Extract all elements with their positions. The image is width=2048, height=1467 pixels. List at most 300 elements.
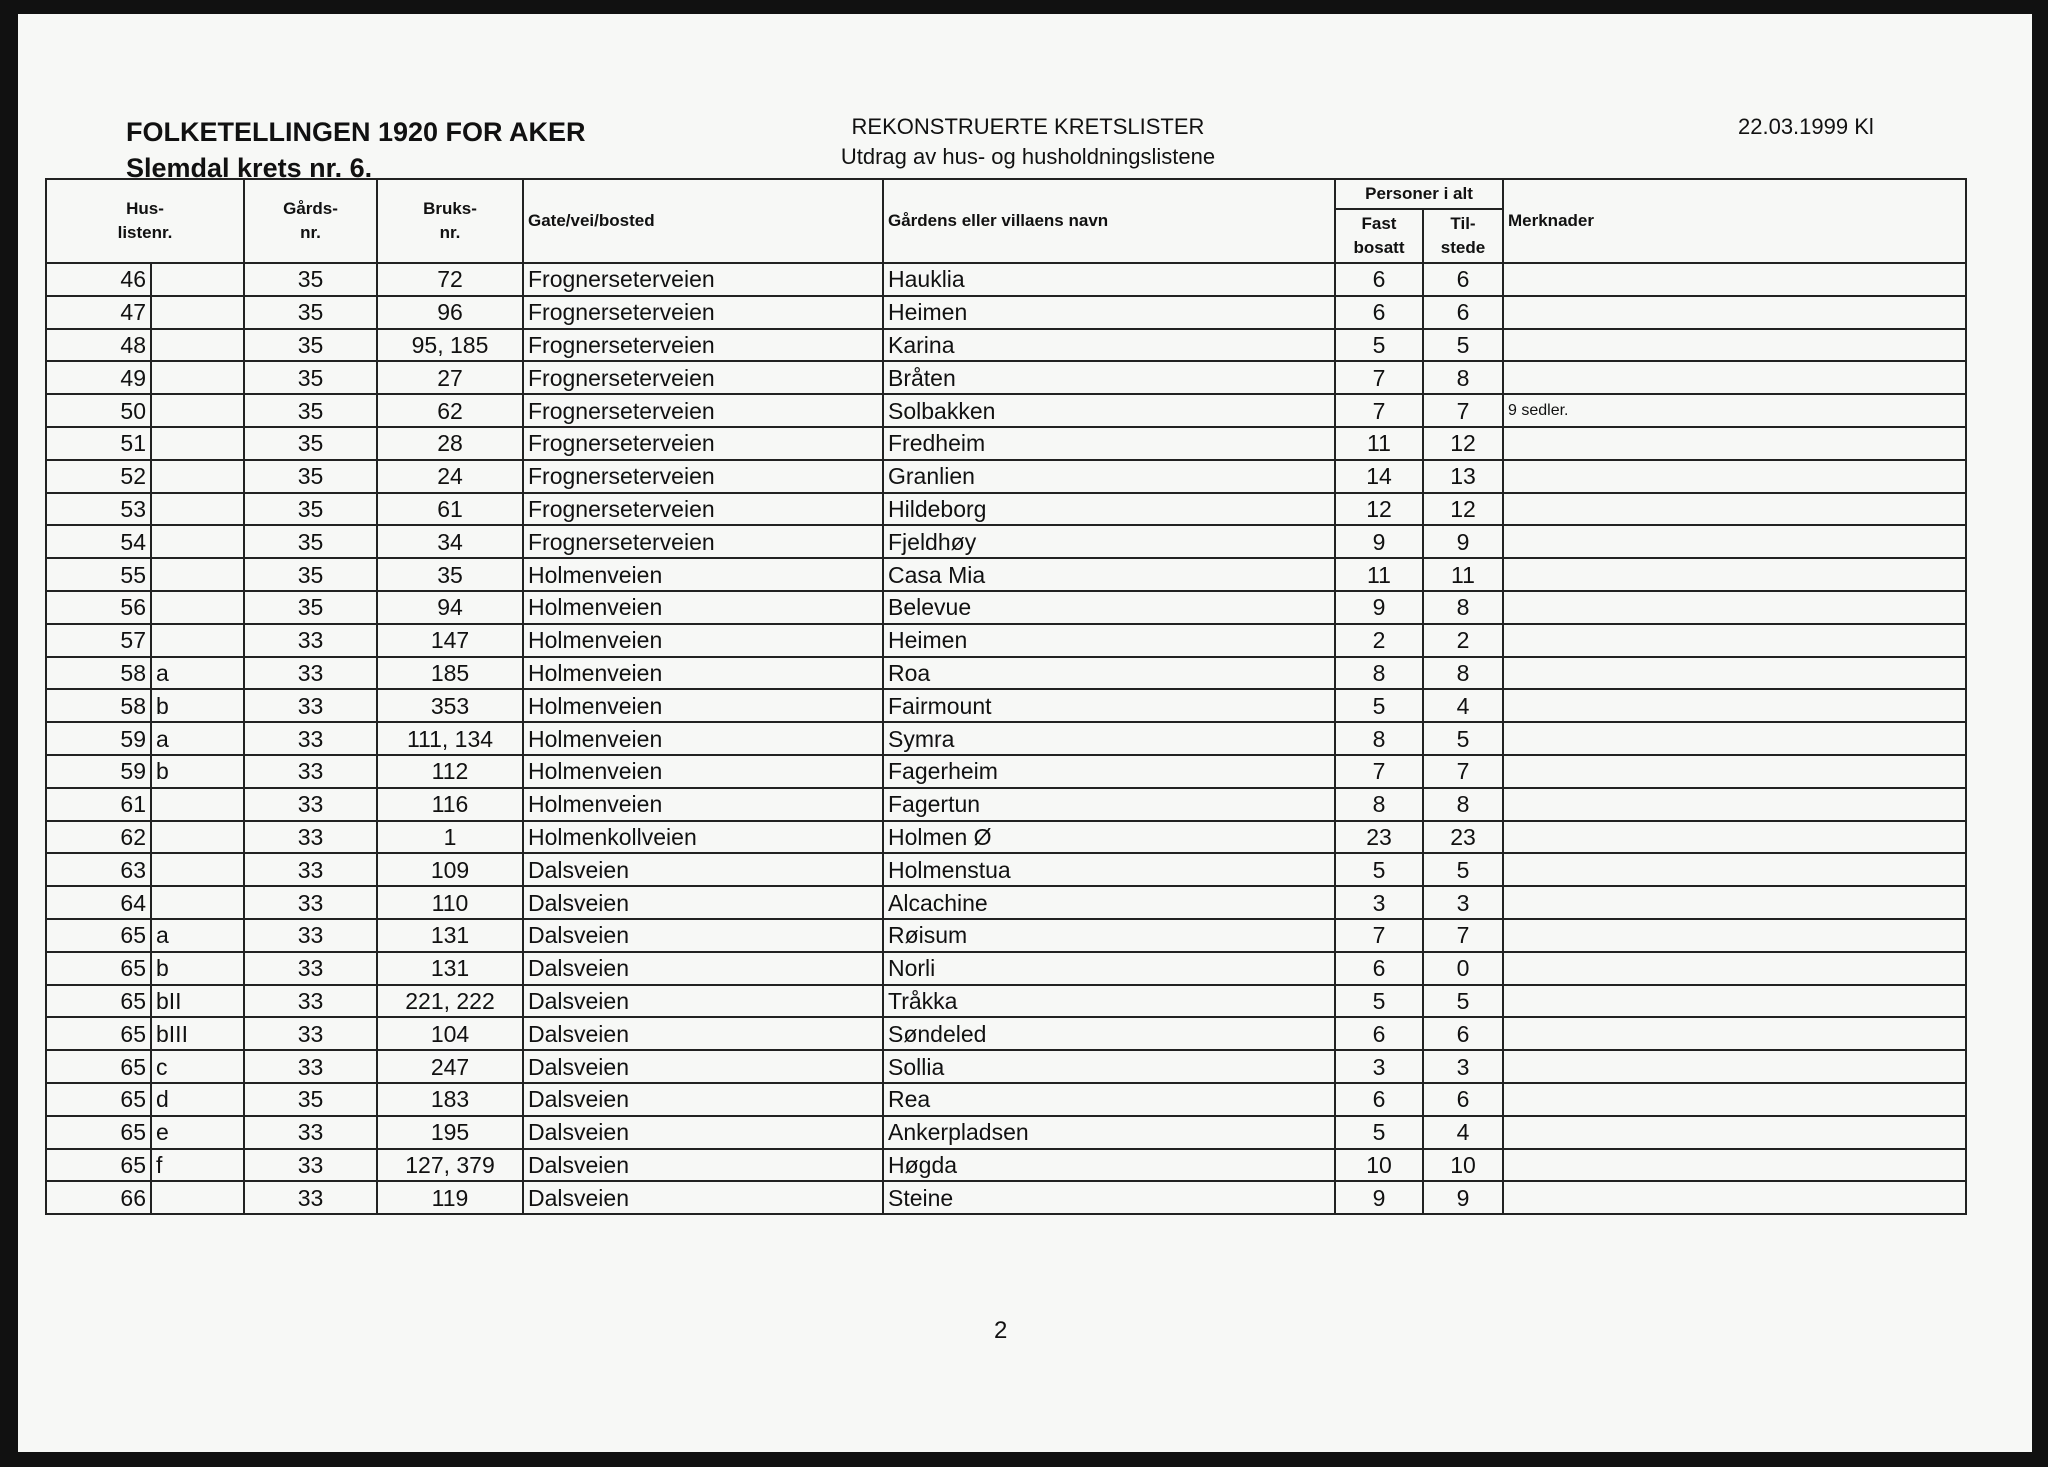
cell-til-stede: 12	[1423, 493, 1503, 526]
cell-hus-suffix: bII	[151, 985, 244, 1018]
cell-bruks-nr: 127, 379	[377, 1149, 523, 1182]
cell-til-stede: 9	[1423, 525, 1503, 558]
cell-gards-nr: 33	[244, 689, 377, 722]
cell-merknader	[1503, 427, 1966, 460]
cell-navn: Røisum	[883, 919, 1335, 952]
cell-fast-bosatt: 7	[1335, 394, 1423, 427]
cell-bruks-nr: 1	[377, 821, 523, 854]
col-bruks-line-1: Bruks-	[423, 199, 477, 218]
cell-gate: Frognerseterveien	[523, 329, 883, 362]
cell-navn: Søndeled	[883, 1017, 1335, 1050]
cell-fast-bosatt: 5	[1335, 985, 1423, 1018]
cell-merknader	[1503, 657, 1966, 690]
document-title	[126, 114, 586, 186]
cell-fast-bosatt: 5	[1335, 1116, 1423, 1149]
cell-gards-nr: 33	[244, 1181, 377, 1214]
cell-bruks-nr: 95, 185	[377, 329, 523, 362]
cell-bruks-nr: 195	[377, 1116, 523, 1149]
cell-merknader	[1503, 591, 1966, 624]
cell-hus-suffix	[151, 263, 244, 296]
cell-hus-nr: 56	[46, 591, 151, 624]
cell-merknader	[1503, 296, 1966, 329]
cell-til-stede: 4	[1423, 689, 1503, 722]
cell-til-stede: 5	[1423, 985, 1503, 1018]
cell-hus-suffix: a	[151, 657, 244, 690]
cell-navn: Alcachine	[883, 886, 1335, 919]
cell-merknader	[1503, 821, 1966, 854]
table-row	[46, 296, 1966, 329]
cell-hus-suffix	[151, 886, 244, 919]
cell-fast-bosatt: 9	[1335, 525, 1423, 558]
cell-hus-suffix	[151, 788, 244, 821]
cell-hus-nr: 49	[46, 361, 151, 394]
table-row	[46, 1083, 1966, 1116]
cell-bruks-nr: 131	[377, 919, 523, 952]
cell-til-stede: 6	[1423, 1017, 1503, 1050]
cell-hus-nr: 52	[46, 460, 151, 493]
cell-hus-nr: 65	[46, 1149, 151, 1182]
cell-fast-bosatt: 7	[1335, 361, 1423, 394]
cell-til-stede: 5	[1423, 329, 1503, 362]
cell-til-stede: 8	[1423, 591, 1503, 624]
cell-gards-nr: 33	[244, 952, 377, 985]
cell-fast-bosatt: 6	[1335, 952, 1423, 985]
cell-hus-suffix	[151, 591, 244, 624]
cell-gards-nr: 33	[244, 657, 377, 690]
cell-bruks-nr: 24	[377, 460, 523, 493]
cell-gate: Frognerseterveien	[523, 394, 883, 427]
cell-fast-bosatt: 11	[1335, 558, 1423, 591]
cell-til-stede: 5	[1423, 722, 1503, 755]
cell-bruks-nr: 109	[377, 853, 523, 886]
cell-navn: Tråkka	[883, 985, 1335, 1018]
cell-fast-bosatt: 6	[1335, 263, 1423, 296]
cell-fast-bosatt: 7	[1335, 755, 1423, 788]
cell-bruks-nr: 62	[377, 394, 523, 427]
cell-hus-suffix: b	[151, 689, 244, 722]
cell-hus-nr: 53	[46, 493, 151, 526]
col-header-hus	[46, 179, 244, 263]
cell-hus-suffix	[151, 1181, 244, 1214]
cell-gate: Dalsveien	[523, 1149, 883, 1182]
cell-gate: Holmenveien	[523, 624, 883, 657]
table-row	[46, 919, 1966, 952]
cell-merknader	[1503, 788, 1966, 821]
cell-til-stede: 11	[1423, 558, 1503, 591]
cell-bruks-nr: 96	[377, 296, 523, 329]
cell-fast-bosatt: 8	[1335, 722, 1423, 755]
cell-fast-bosatt: 3	[1335, 1050, 1423, 1083]
cell-hus-suffix	[151, 361, 244, 394]
title-line-2: Slemdal krets nr. 6.	[126, 153, 373, 183]
cell-gards-nr: 35	[244, 1083, 377, 1116]
cell-bruks-nr: 28	[377, 427, 523, 460]
cell-merknader	[1503, 1149, 1966, 1182]
cell-gards-nr: 35	[244, 263, 377, 296]
cell-gate: Dalsveien	[523, 952, 883, 985]
cell-merknader	[1503, 263, 1966, 296]
cell-hus-nr: 63	[46, 853, 151, 886]
cell-merknader	[1503, 722, 1966, 755]
cell-gards-nr: 35	[244, 591, 377, 624]
cell-gate: Dalsveien	[523, 1017, 883, 1050]
cell-hus-nr: 58	[46, 689, 151, 722]
cell-merknader	[1503, 1181, 1966, 1214]
cell-hus-suffix	[151, 296, 244, 329]
cell-gate: Frognerseterveien	[523, 296, 883, 329]
cell-hus-nr: 46	[46, 263, 151, 296]
col-header-fast	[1335, 209, 1423, 263]
cell-til-stede: 2	[1423, 624, 1503, 657]
cell-gards-nr: 33	[244, 755, 377, 788]
cell-navn: Fagertun	[883, 788, 1335, 821]
cell-gate: Frognerseterveien	[523, 493, 883, 526]
cell-hus-suffix: b	[151, 755, 244, 788]
cell-gards-nr: 33	[244, 624, 377, 657]
cell-hus-suffix: a	[151, 722, 244, 755]
cell-gate: Dalsveien	[523, 886, 883, 919]
cell-hus-nr: 66	[46, 1181, 151, 1214]
cell-gards-nr: 35	[244, 493, 377, 526]
cell-fast-bosatt: 5	[1335, 329, 1423, 362]
cell-gate: Dalsveien	[523, 985, 883, 1018]
cell-hus-suffix	[151, 427, 244, 460]
cell-hus-nr: 64	[46, 886, 151, 919]
cell-bruks-nr: 110	[377, 886, 523, 919]
cell-gards-nr: 33	[244, 722, 377, 755]
cell-navn: Holmen Ø	[883, 821, 1335, 854]
census-table	[45, 178, 1967, 1215]
cell-til-stede: 3	[1423, 886, 1503, 919]
cell-gate: Holmenveien	[523, 722, 883, 755]
cell-merknader	[1503, 755, 1966, 788]
cell-til-stede: 4	[1423, 1116, 1503, 1149]
table-row	[46, 952, 1966, 985]
table-row	[46, 886, 1966, 919]
table-row	[46, 427, 1966, 460]
cell-til-stede: 12	[1423, 427, 1503, 460]
cell-navn: Bråten	[883, 361, 1335, 394]
cell-hus-nr: 61	[46, 788, 151, 821]
table-row	[46, 558, 1966, 591]
table-row	[46, 853, 1966, 886]
cell-gards-nr: 35	[244, 329, 377, 362]
cell-hus-suffix	[151, 525, 244, 558]
cell-til-stede: 5	[1423, 853, 1503, 886]
col-header-navn: Gårdens eller villaens navn	[883, 179, 1335, 263]
cell-fast-bosatt: 8	[1335, 657, 1423, 690]
cell-navn: Heimen	[883, 624, 1335, 657]
cell-navn: Fagerheim	[883, 755, 1335, 788]
cell-hus-nr: 65	[46, 985, 151, 1018]
col-fast-line-2: bosatt	[1353, 238, 1405, 257]
cell-til-stede: 0	[1423, 952, 1503, 985]
cell-gate: Dalsveien	[523, 1083, 883, 1116]
cell-hus-suffix	[151, 821, 244, 854]
cell-merknader	[1503, 558, 1966, 591]
cell-merknader	[1503, 1017, 1966, 1050]
cell-gards-nr: 33	[244, 1116, 377, 1149]
cell-til-stede: 3	[1423, 1050, 1503, 1083]
col-fast-line-1: Fast	[1361, 214, 1397, 233]
cell-bruks-nr: 35	[377, 558, 523, 591]
cell-navn: Holmenstua	[883, 853, 1335, 886]
cell-hus-nr: 50	[46, 394, 151, 427]
cell-fast-bosatt: 11	[1335, 427, 1423, 460]
cell-hus-suffix	[151, 853, 244, 886]
document-subtitle	[758, 112, 1298, 172]
document-date: 22.03.1999 Kl	[1738, 114, 1874, 139]
cell-bruks-nr: 94	[377, 591, 523, 624]
cell-til-stede: 10	[1423, 1149, 1503, 1182]
cell-fast-bosatt: 2	[1335, 624, 1423, 657]
col-hus-line-1: Hus-	[126, 199, 164, 218]
cell-navn: Heimen	[883, 296, 1335, 329]
cell-navn: Roa	[883, 657, 1335, 690]
cell-navn: Symra	[883, 722, 1335, 755]
cell-bruks-nr: 111, 134	[377, 722, 523, 755]
cell-gate: Frognerseterveien	[523, 361, 883, 394]
cell-merknader	[1503, 1050, 1966, 1083]
table-row	[46, 689, 1966, 722]
cell-bruks-nr: 27	[377, 361, 523, 394]
col-gards-line-2: nr.	[300, 223, 321, 242]
cell-fast-bosatt: 14	[1335, 460, 1423, 493]
table-row	[46, 263, 1966, 296]
cell-gards-nr: 35	[244, 427, 377, 460]
table-row	[46, 493, 1966, 526]
cell-navn: Belevue	[883, 591, 1335, 624]
cell-bruks-nr: 61	[377, 493, 523, 526]
col-hus-line-2: listenr.	[117, 223, 173, 242]
cell-gards-nr: 33	[244, 1149, 377, 1182]
cell-gate: Holmenkollveien	[523, 821, 883, 854]
table-row	[46, 1149, 1966, 1182]
cell-gate: Dalsveien	[523, 853, 883, 886]
cell-gate: Dalsveien	[523, 1050, 883, 1083]
table-row	[46, 591, 1966, 624]
cell-hus-nr: 65	[46, 919, 151, 952]
cell-til-stede: 8	[1423, 361, 1503, 394]
cell-hus-nr: 65	[46, 1116, 151, 1149]
col-til-line-2: stede	[1440, 238, 1486, 257]
table-row	[46, 525, 1966, 558]
table-row	[46, 788, 1966, 821]
cell-navn: Hauklia	[883, 263, 1335, 296]
cell-navn: Solbakken	[883, 394, 1335, 427]
cell-til-stede: 8	[1423, 657, 1503, 690]
cell-bruks-nr: 34	[377, 525, 523, 558]
cell-til-stede: 7	[1423, 394, 1503, 427]
cell-hus-suffix	[151, 558, 244, 591]
cell-gate: Dalsveien	[523, 1181, 883, 1214]
cell-hus-suffix: b	[151, 952, 244, 985]
table-row	[46, 1017, 1966, 1050]
col-til-line-1: Til-	[1450, 214, 1476, 233]
cell-hus-nr: 57	[46, 624, 151, 657]
cell-hus-nr: 65	[46, 1083, 151, 1116]
cell-fast-bosatt: 6	[1335, 296, 1423, 329]
cell-til-stede: 6	[1423, 296, 1503, 329]
table-row	[46, 1050, 1966, 1083]
cell-merknader	[1503, 460, 1966, 493]
cell-til-stede: 13	[1423, 460, 1503, 493]
cell-gards-nr: 33	[244, 821, 377, 854]
cell-navn: Hildeborg	[883, 493, 1335, 526]
cell-merknader	[1503, 493, 1966, 526]
cell-navn: Norli	[883, 952, 1335, 985]
cell-bruks-nr: 247	[377, 1050, 523, 1083]
table-row	[46, 722, 1966, 755]
cell-hus-nr: 51	[46, 427, 151, 460]
cell-gards-nr: 33	[244, 886, 377, 919]
cell-gards-nr: 33	[244, 788, 377, 821]
cell-hus-nr: 54	[46, 525, 151, 558]
cell-hus-nr: 48	[46, 329, 151, 362]
cell-fast-bosatt: 5	[1335, 853, 1423, 886]
title-line-1: FOLKETELLINGEN 1920 FOR AKER	[126, 117, 586, 147]
col-header-merknader: Merknader	[1503, 179, 1966, 263]
cell-fast-bosatt: 10	[1335, 1149, 1423, 1182]
cell-gards-nr: 35	[244, 296, 377, 329]
cell-merknader	[1503, 919, 1966, 952]
cell-gate: Frognerseterveien	[523, 263, 883, 296]
cell-hus-nr: 59	[46, 755, 151, 788]
cell-merknader	[1503, 361, 1966, 394]
col-gards-line-1: Gårds-	[283, 199, 338, 218]
cell-gards-nr: 35	[244, 558, 377, 591]
cell-fast-bosatt: 23	[1335, 821, 1423, 854]
cell-merknader	[1503, 525, 1966, 558]
table-row	[46, 755, 1966, 788]
cell-merknader	[1503, 952, 1966, 985]
table-row	[46, 821, 1966, 854]
cell-merknader	[1503, 1116, 1966, 1149]
cell-hus-nr: 47	[46, 296, 151, 329]
cell-gate: Holmenveien	[523, 657, 883, 690]
cell-bruks-nr: 119	[377, 1181, 523, 1214]
cell-gate: Frognerseterveien	[523, 427, 883, 460]
cell-bruks-nr: 72	[377, 263, 523, 296]
cell-merknader	[1503, 329, 1966, 362]
cell-fast-bosatt: 3	[1335, 886, 1423, 919]
cell-hus-suffix	[151, 460, 244, 493]
cell-fast-bosatt: 9	[1335, 591, 1423, 624]
cell-navn: Rea	[883, 1083, 1335, 1116]
cell-bruks-nr: 147	[377, 624, 523, 657]
col-header-gate: Gate/vei/bosted	[523, 179, 883, 263]
cell-til-stede: 6	[1423, 1083, 1503, 1116]
cell-fast-bosatt: 9	[1335, 1181, 1423, 1214]
cell-navn: Sollia	[883, 1050, 1335, 1083]
cell-gate: Dalsveien	[523, 1116, 883, 1149]
cell-fast-bosatt: 8	[1335, 788, 1423, 821]
cell-gate: Holmenveien	[523, 788, 883, 821]
table-row	[46, 460, 1966, 493]
cell-navn: Fredheim	[883, 427, 1335, 460]
cell-gards-nr: 33	[244, 853, 377, 886]
cell-gards-nr: 33	[244, 1017, 377, 1050]
cell-hus-nr: 65	[46, 952, 151, 985]
cell-gate: Holmenveien	[523, 558, 883, 591]
col-bruks-line-2: nr.	[439, 223, 461, 242]
table-row	[46, 1116, 1966, 1149]
cell-bruks-nr: 104	[377, 1017, 523, 1050]
col-header-bruks	[377, 179, 523, 263]
cell-hus-nr: 55	[46, 558, 151, 591]
cell-gate: Holmenveien	[523, 755, 883, 788]
cell-hus-nr: 65	[46, 1017, 151, 1050]
cell-navn: Steine	[883, 1181, 1335, 1214]
subtitle-line-2: Utdrag av hus- og husholdningslistene	[840, 144, 1216, 169]
table-row	[46, 624, 1966, 657]
cell-til-stede: 8	[1423, 788, 1503, 821]
cell-navn: Høgda	[883, 1149, 1335, 1182]
cell-fast-bosatt: 5	[1335, 689, 1423, 722]
cell-gate: Holmenveien	[523, 591, 883, 624]
cell-gate: Frognerseterveien	[523, 460, 883, 493]
cell-navn: Casa Mia	[883, 558, 1335, 591]
cell-gards-nr: 35	[244, 394, 377, 427]
col-header-til	[1423, 209, 1503, 263]
cell-til-stede: 6	[1423, 263, 1503, 296]
cell-navn: Fjeldhøy	[883, 525, 1335, 558]
cell-gards-nr: 33	[244, 919, 377, 952]
cell-fast-bosatt: 6	[1335, 1017, 1423, 1050]
cell-bruks-nr: 183	[377, 1083, 523, 1116]
header-row	[46, 179, 1966, 209]
cell-hus-suffix	[151, 493, 244, 526]
cell-merknader	[1503, 985, 1966, 1018]
cell-gate: Holmenveien	[523, 689, 883, 722]
cell-til-stede: 7	[1423, 755, 1503, 788]
cell-fast-bosatt: 7	[1335, 919, 1423, 952]
table-row	[46, 394, 1966, 427]
cell-hus-suffix: bIII	[151, 1017, 244, 1050]
cell-fast-bosatt: 12	[1335, 493, 1423, 526]
cell-hus-suffix: d	[151, 1083, 244, 1116]
cell-gards-nr: 35	[244, 460, 377, 493]
cell-bruks-nr: 112	[377, 755, 523, 788]
cell-merknader	[1503, 886, 1966, 919]
cell-hus-suffix: f	[151, 1149, 244, 1182]
cell-gate: Frognerseterveien	[523, 525, 883, 558]
cell-til-stede: 9	[1423, 1181, 1503, 1214]
table-row	[46, 657, 1966, 690]
cell-bruks-nr: 221, 222	[377, 985, 523, 1018]
page-number: 2	[994, 1317, 1008, 1344]
cell-merknader	[1503, 624, 1966, 657]
cell-fast-bosatt: 6	[1335, 1083, 1423, 1116]
table-row	[46, 1181, 1966, 1214]
cell-hus-nr: 65	[46, 1050, 151, 1083]
subtitle-line-1: REKONSTRUERTE KRETSLISTER	[851, 114, 1205, 139]
cell-hus-suffix	[151, 329, 244, 362]
cell-hus-suffix: c	[151, 1050, 244, 1083]
table-row	[46, 361, 1966, 394]
cell-merknader	[1503, 689, 1966, 722]
cell-til-stede: 23	[1423, 821, 1503, 854]
cell-merknader: 9 sedler.	[1503, 394, 1966, 427]
col-header-personer: Personer i alt	[1335, 179, 1503, 209]
cell-gate: Dalsveien	[523, 919, 883, 952]
cell-hus-suffix	[151, 394, 244, 427]
census-table-body	[46, 263, 1966, 1214]
cell-navn: Fairmount	[883, 689, 1335, 722]
table-row	[46, 985, 1966, 1018]
cell-navn: Ankerpladsen	[883, 1116, 1335, 1149]
cell-hus-suffix: e	[151, 1116, 244, 1149]
